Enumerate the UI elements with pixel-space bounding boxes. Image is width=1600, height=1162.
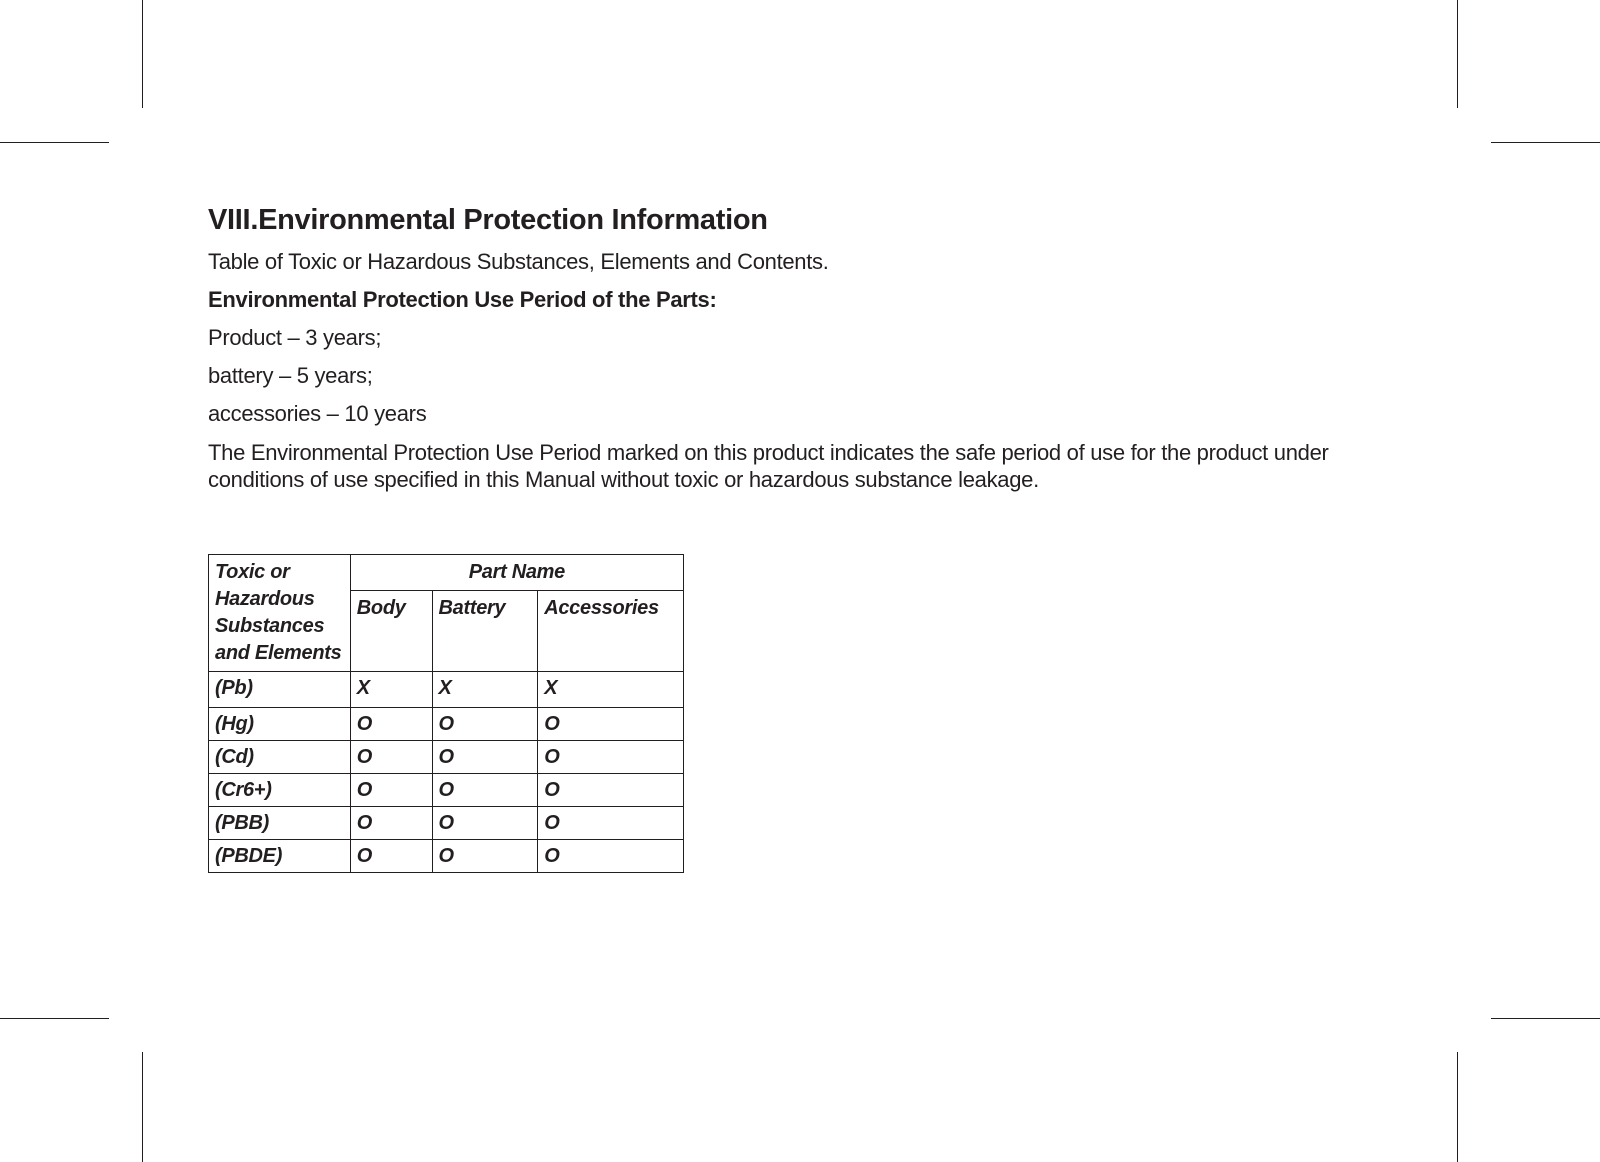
value-cell: O bbox=[538, 708, 684, 741]
use-period-heading: Environmental Protection Use Period of the Parts: bbox=[208, 287, 717, 312]
substance-cell: (Cr6+) bbox=[209, 774, 351, 807]
crop-mark bbox=[0, 142, 109, 143]
value-cell: O bbox=[432, 840, 538, 873]
value-cell: O bbox=[538, 807, 684, 840]
table-row bbox=[209, 708, 684, 741]
crop-mark bbox=[1457, 1052, 1458, 1162]
substance-cell: (Cd) bbox=[209, 741, 351, 774]
crop-mark bbox=[142, 0, 143, 108]
value-cell: O bbox=[432, 807, 538, 840]
crop-mark bbox=[0, 1018, 109, 1019]
column-header-battery: Battery bbox=[432, 591, 538, 672]
value-cell: O bbox=[538, 741, 684, 774]
value-cell: O bbox=[538, 774, 684, 807]
value-cell: O bbox=[432, 741, 538, 774]
value-cell: O bbox=[350, 774, 432, 807]
column-header-accessories: Accessories bbox=[538, 591, 684, 672]
section-heading: VIII.Environmental Protection Information bbox=[208, 204, 768, 236]
crop-mark bbox=[1491, 142, 1600, 143]
value-cell: O bbox=[350, 807, 432, 840]
value-cell: X bbox=[350, 672, 432, 708]
value-cell: O bbox=[350, 708, 432, 741]
period-battery: battery – 5 years; bbox=[208, 363, 373, 388]
substance-cell: (PBB) bbox=[209, 807, 351, 840]
row-header-cell: Toxic or Hazardous Substances and Elements bbox=[209, 555, 351, 672]
hazardous-substances-table bbox=[208, 554, 684, 873]
section-content bbox=[208, 204, 1408, 493]
value-cell: X bbox=[432, 672, 538, 708]
table-row bbox=[209, 807, 684, 840]
table-row bbox=[209, 840, 684, 873]
period-accessories: accessories – 10 years bbox=[208, 401, 427, 426]
substance-cell: (Pb) bbox=[209, 672, 351, 708]
value-cell: O bbox=[350, 741, 432, 774]
substance-cell: (PBDE) bbox=[209, 840, 351, 873]
value-cell: O bbox=[538, 840, 684, 873]
table-row bbox=[209, 672, 684, 708]
crop-mark bbox=[1491, 1018, 1600, 1019]
table-row bbox=[209, 741, 684, 774]
value-cell: X bbox=[538, 672, 684, 708]
part-name-header: Part Name bbox=[350, 555, 683, 591]
intro-text: Table of Toxic or Hazardous Substances, Elements and Contents. bbox=[208, 249, 829, 274]
use-period-statement: The Environmental Protection Use Period marked on this product indicates the safe period of use for the product under conditions of use specified in this Manual without toxic or hazardous substance leakage. bbox=[208, 440, 1329, 492]
value-cell: O bbox=[432, 708, 538, 741]
value-cell: O bbox=[432, 774, 538, 807]
value-cell: O bbox=[350, 840, 432, 873]
table-row bbox=[209, 774, 684, 807]
column-header-body: Body bbox=[350, 591, 432, 672]
crop-mark bbox=[1457, 0, 1458, 108]
period-product: Product – 3 years; bbox=[208, 325, 382, 350]
substance-cell: (Hg) bbox=[209, 708, 351, 741]
crop-mark bbox=[142, 1052, 143, 1162]
